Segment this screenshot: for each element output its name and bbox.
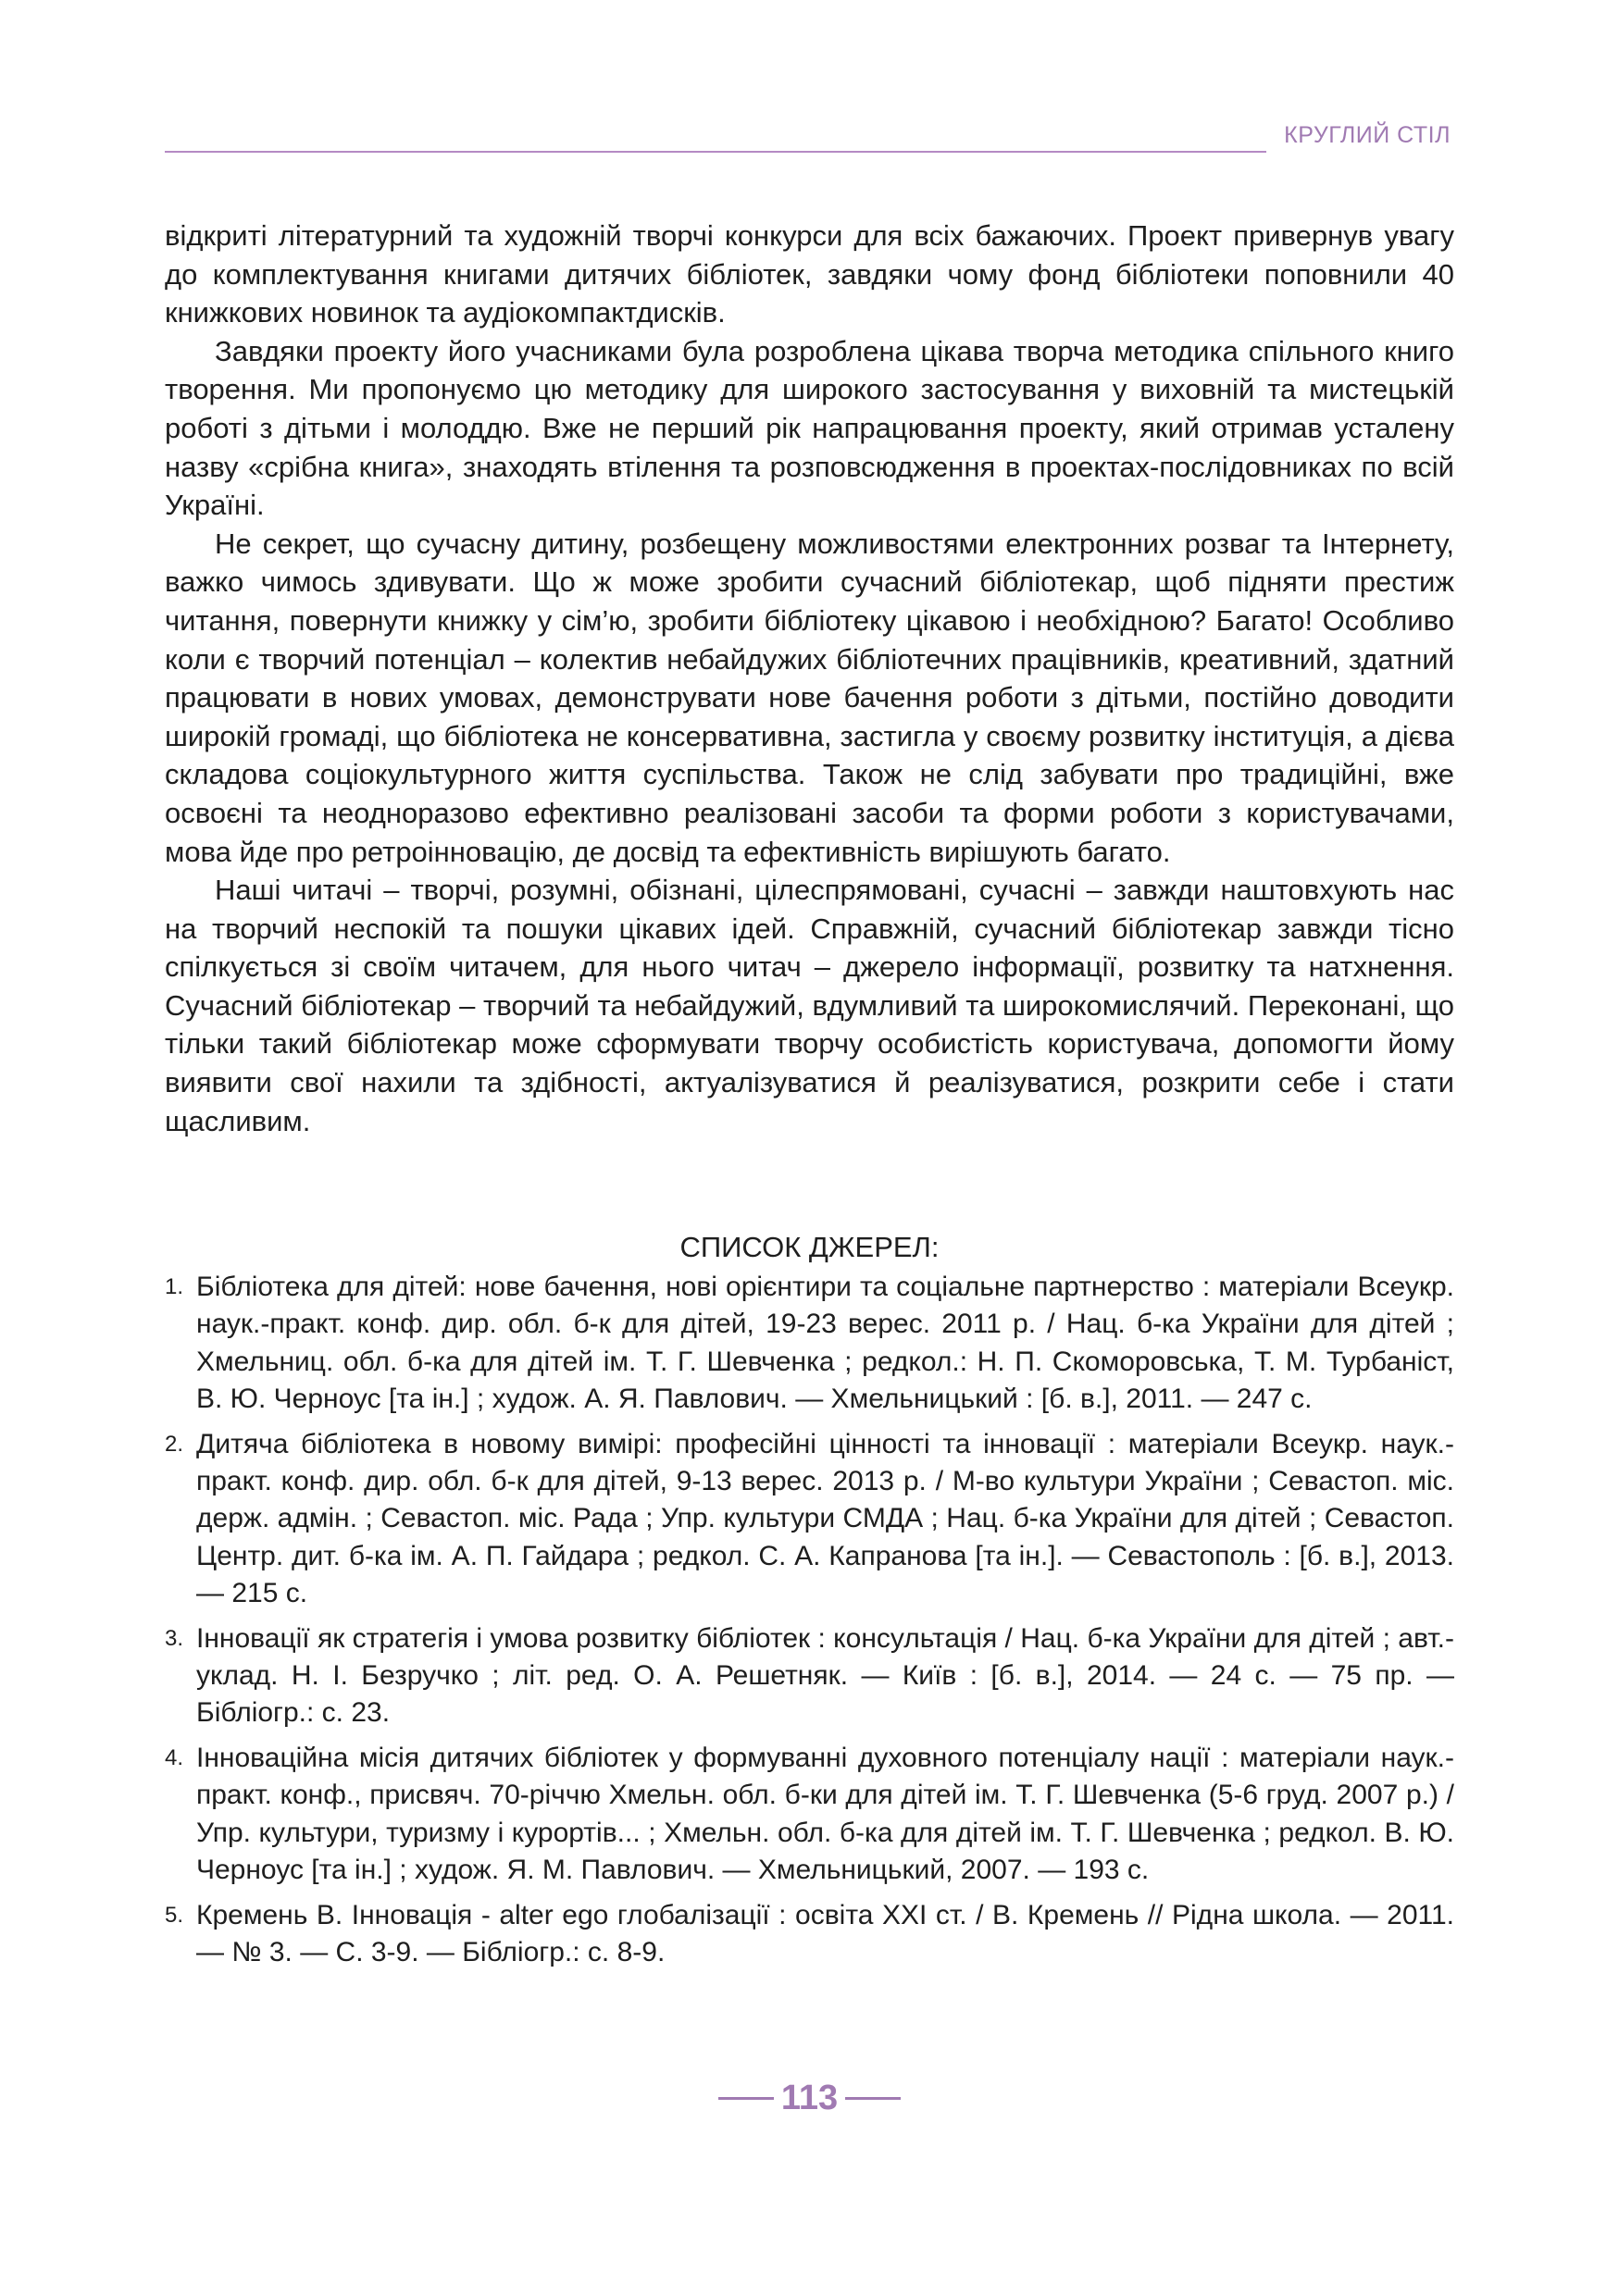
page-footer	[0, 2078, 1619, 2118]
reference-text: Інновації як стратегія і умова розвитку бібліотек : консультація / Нац. б-ка України для дітей ; авт.-уклад. Н. І. Безручко ; літ. ред. О. А. Решетняк. — Київ : [б. в.], 2014. — 24 с. — 75 пр. — Бібліогр.: с. 23.	[196, 1622, 1454, 1729]
reference-item	[165, 1269, 1454, 1419]
reference-number: 4.	[165, 1744, 184, 1770]
footer-dash-left	[718, 2097, 774, 2100]
reference-number: 5.	[165, 1902, 184, 1928]
paragraph: Не секрет, що сучасну дитину, розбещену можливостями електронних розваг та Інтернету, важко чимось здивувати. Що ж може зробити сучасний бібліотекар, щоб підняти престиж читання, повернути книжку у сім’ю, зробити бібліотеку цікавою і необхідною? Багато! Особливо коли є творчий потенціал – колектив небайдужих бібліотечних працівників, креативний, здатний працювати в нових умовах, демонструвати нове бачення роботи з дітьми, постійно доводити широкій громаді, що бібліотека не консервативна, застигла у своєму розвитку інституція, а дієва складова соціокультурного життя суспільства. Також не слід забувати про традиційні, вже освоєні та неодноразово ефективно реалізовані засоби та форми роботи з користувачами, мова йде про ретроінновацію, де досвід та ефективність вирішують багато.	[165, 527, 1454, 868]
reference-number: 3.	[165, 1625, 184, 1651]
reference-number: 1.	[165, 1274, 184, 1299]
reference-item	[165, 1426, 1454, 1613]
page-number: 113	[780, 2079, 839, 2117]
reference-item	[165, 1740, 1454, 1890]
paragraph: Завдяки проекту його учасниками була розроблена цікава творча методика спільного книго творення. Ми пропонуємо цю методику для широкого застосування у виховній та мистецькій роботі з дітьми і молоддю. Вже не перший рік напрацювання проекту, який отримав усталену назву «срібна книга», знаходять втілення та розповсюдження в проектах-послідовниках по всій Україні.	[165, 334, 1454, 522]
references-heading: СПИСОК ДЖЕРЕЛ:	[679, 1231, 940, 1263]
reference-item	[165, 1620, 1454, 1732]
reference-number: 2.	[165, 1431, 184, 1457]
footer-dash-right	[845, 2097, 901, 2100]
header-rule	[165, 151, 1266, 153]
reference-text: Бібліотека для дітей: нове бачення, нові орієнтири та соціальне партнерство : матеріали Всеукр. наук.-практ. конф. дир. обл. б-к для дітей, 19-23 верес. 2011 р. / Нац. б-ка України для дітей ; Хмельниц. обл. б-ка для дітей ім. Т. Г. Шевченка ; редкол.: Н. П. Скоморовська, Т. М. Турбаніст, В. Ю. Черноус [та ін.] ; худож. А. Я. Павлович. — Хмельницький : [б. в.], 2011. — 247 с.	[196, 1272, 1454, 1415]
paragraph: відкриті літературний та художній творчі конкурси для всіх бажаючих. Проект привернув увагу до комплектування книгами дитячих бібліотек, завдяки чому фонд бібліотеки поповнили 40 книжкових новинок та аудіокомпактдисків.	[165, 219, 1454, 329]
reference-text: Кремень В. Інновація - alter ego глобалізації : освіта XXI ст. / В. Кремень // Рідна школа. — 2011. — № 3. — С. 3-9. — Бібліогр.: с. 8-9.	[196, 1899, 1454, 1967]
article-body	[165, 217, 1454, 1140]
references-list	[165, 1269, 1454, 1979]
section-title: КРУГЛИЙ СТІЛ	[1284, 122, 1451, 148]
paragraph: Наші читачі – творчі, розумні, обізнані, цілеспрямовані, сучасні – завжди наштовхують нас на творчий неспокій та пошуки цікавих ідей. Справжній, сучасний бібліотекар завжди тісно спілкується зі своїм читачем, для нього читач – джерело інформації, розвитку та натхнення. Сучасний бібліотекар – творчий та небайдужий, вдумливий та широкомислячий. Переконані, що тільки такий бібліотекар може сформувати творчу особистість користувача, допомогти йому виявити свої нахили та здібності, актуалізуватися й реалізуватися, розкрити себе і стати щасливим.	[165, 874, 1454, 1137]
reference-text: Інноваційна місія дитячих бібліотек у формуванні духовного потенціалу нації : матеріали наук.-практ. конф., присвяч. 70-річчю Хмельн. обл. б-ки для дітей ім. Т. Г. Шевченка (5-6 груд. 2007 р.) / Упр. культури, туризму і курортів... ; Хмельн. обл. б-ка для дітей ім. Т. Г. Шевченка ; редкол. В. Ю. Черноус [та ін.] ; худож. Я. М. Павлович. — Хмельницький, 2007. — 193 с.	[196, 1742, 1454, 1886]
reference-item	[165, 1897, 1454, 1972]
reference-text: Дитяча бібліотека в новому вимірі: професійні цінності та інновації : матеріали Всеукр. наук.-практ. конф. дир. обл. б-к для дітей, 9-13 верес. 2013 р. / М-во культури України ; Севастоп. міс. держ. адмін. ; Севастоп. міс. Рада ; Упр. культури СМДА ; Нац. б-ка України для дітей ; Севастоп. Центр. дит. б-ка ім. А. П. Гайдара ; редкол. С. А. Капранова [та ін.]. — Севастополь : [б. в.], 2013. — 215 с.	[196, 1428, 1454, 1609]
